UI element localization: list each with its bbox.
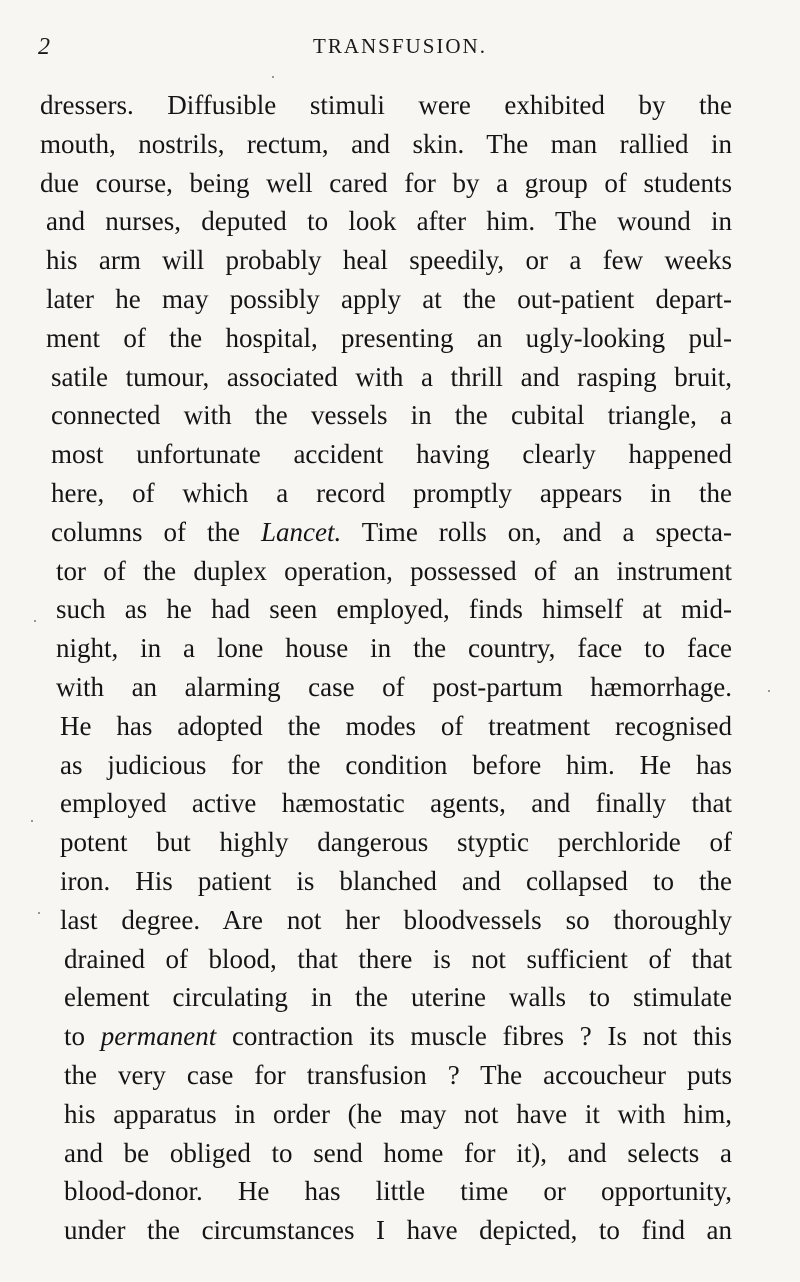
- text-line-end: contraction its muscle fibres ? Is not this: [216, 1021, 732, 1052]
- text-line: and nurses, deputed to look after him. The wound in: [46, 206, 732, 237]
- text-line: with an alarming case of post-partum hæmorrhage.: [56, 671, 732, 702]
- text-line: mouth, nostrils, rectum, and skin. The man rallied in: [40, 128, 732, 159]
- paper-speck: [38, 912, 40, 914]
- text-line-start: columns of the: [51, 516, 261, 547]
- text-line-start: to: [64, 1021, 101, 1052]
- text-line: last degree. Are not her bloodvessels so thoroughly: [60, 904, 732, 935]
- text-line: drained of blood, that there is not sufficient of that: [64, 943, 732, 974]
- text-line: due course, being well cared for by a group of students: [40, 167, 732, 198]
- text-line: later he may possibly apply at the out-patient depart-: [46, 283, 732, 314]
- paper-speck: [31, 820, 33, 822]
- text-line: iron. His patient is blanched and collapsed to the: [60, 865, 732, 896]
- text-line: [38, 1017, 732, 1056]
- text-line-end: Time rolls on, and a specta-: [341, 516, 732, 547]
- italic-journal-title: Lancet.: [261, 516, 342, 547]
- text-line: and be obliged to send home for it), and selects a: [64, 1137, 732, 1168]
- text-line: connected with the vessels in the cubital triangle, a: [51, 400, 732, 431]
- text-line: tor of the duplex operation, possessed of an instrument: [56, 555, 732, 586]
- text-line: potent but highly dangerous styptic perchloride of: [60, 827, 732, 858]
- paper-speck: [272, 76, 274, 78]
- text-line: employed active hæmostatic agents, and finally that: [60, 788, 732, 819]
- text-line: blood-donor. He has little time or opportunity,: [64, 1176, 732, 1207]
- text-line: He has adopted the modes of treatment recognised: [60, 710, 732, 741]
- running-head: [0, 34, 800, 66]
- text-line: element circulating in the uterine walls to stimulate: [64, 982, 732, 1013]
- text-line: [38, 513, 732, 552]
- text-line: dressers. Diffusible stimuli were exhibited by the: [40, 90, 732, 120]
- text-line: most unfortunate accident having clearly happened: [51, 439, 732, 470]
- text-line: such as he had seen employed, finds himself at mid-: [56, 594, 732, 625]
- page-number: 2: [38, 34, 50, 60]
- body-text: [38, 86, 732, 1250]
- text-line: night, in a lone house in the country, face to face: [56, 633, 732, 664]
- text-line: as judicious for the condition before him. He has: [60, 749, 732, 780]
- text-line: here, of which a record promptly appears in the: [51, 477, 732, 508]
- running-title: TRANSFUSION.: [313, 34, 487, 58]
- paper-speck: [768, 690, 770, 692]
- text-line: under the circumstances I have depicted, to find an: [64, 1215, 732, 1246]
- text-line: the very case for transfusion ? The accoucheur puts: [64, 1059, 732, 1090]
- text-line: ment of the hospital, presenting an ugly-looking pul-: [46, 322, 732, 353]
- paper-speck: [34, 620, 36, 622]
- text-line: his apparatus in order (he may not have it with him,: [64, 1098, 732, 1129]
- italic-emphasis: permanent: [100, 1021, 217, 1052]
- text-line: satile tumour, associated with a thrill and rasping bruit,: [51, 361, 732, 392]
- text-line: his arm will probably heal speedily, or a few weeks: [46, 245, 732, 276]
